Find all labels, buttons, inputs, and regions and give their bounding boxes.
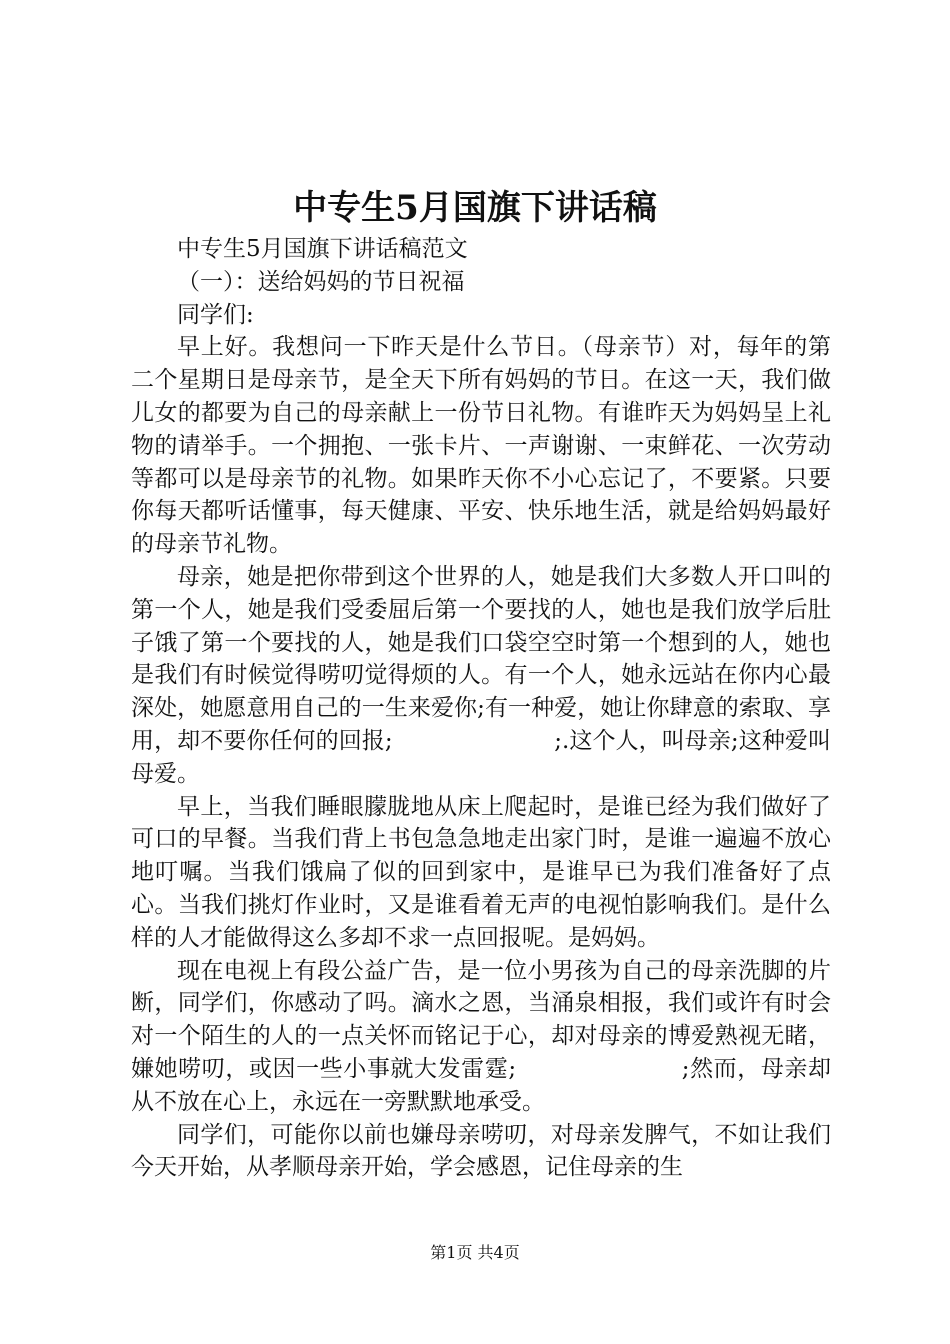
subtitle-paragraph: 中专生5月国旗下讲话稿范文 xyxy=(177,236,468,262)
page-footer: 第1页 共4页 xyxy=(430,1243,520,1262)
body-paragraph: 早上好。我想问一下昨天是什么节日。（母亲节）对，每年的第二个星期日是母亲节，是全天下所有妈妈的节日。在这一天，我们做儿女的都要为自己的母亲献上一份节日礼物。有谁昨天为妈妈呈上礼物的请举手。一个拥抱、一张卡片、一声谢谢、一束鲜花、一次劳动等都可以是母亲节的礼物。如果昨天你不小心忘记了，不要紧。只要你每天都听话懂事，每天健康、平安、快乐地生活，就是给妈妈最好的母亲节礼物。 xyxy=(131,334,831,558)
document-body xyxy=(131,233,831,1184)
salutation-paragraph: 同学们: xyxy=(177,301,254,328)
body-paragraph: 早上，当我们睡眼朦胧地从床上爬起时，是谁已经为我们做好了可口的早餐。当我们背上书包急急地走出家门时，是谁一遍遍不放心地叮嘱。当我们饿扁了似的回到家中，是谁早已为我们准备好了点心。当我们挑灯作业时，又是谁看着无声的电视怕影响我们。是什么样的人才能做得这么多却不求一点回报呢。是妈妈。 xyxy=(131,793,831,951)
section-heading: （一）：送给妈妈的节日祝福 xyxy=(177,268,465,295)
body-paragraph: 现在电视上有段公益广告，是一位小男孩为自己的母亲洗脚的片断，同学们，你感动了吗。滴水之恩，当涌泉相报，我们或许有时会对一个陌生的人的一点关怀而铭记于心，却对母亲的博爱熟视无睹，嫌她唠叨，或因一些小事就大发雷霆; ;然而，母亲却从不放在心上，永远在一旁默默地承受。 xyxy=(131,957,831,1115)
body-paragraph: 同学们，可能你以前也嫌母亲唠叨，对母亲发脾气，不如让我们今天开始，从孝顺母亲开始，学会感恩，记住母亲的生 xyxy=(131,1121,831,1181)
body-paragraph: 母亲，她是把你带到这个世界的人，她是我们大多数人开口叫的第一个人，她是我们受委屈后第一个要找的人，她也是我们放学后肚子饿了第一个要找的人，她是我们口袋空空时第一个想到的人，她也是我们有时候觉得唠叨觉得烦的人。有一个人，她永远站在你内心最深处，她愿意用自己的一生来爱你;有一种爱，她让你肆意的索取、享用，却不要你任何的回报; ;.这个人，叫母亲;这种爱叫母爱。 xyxy=(131,563,831,787)
document-title: 中专生5月国旗下讲话稿 xyxy=(293,188,657,228)
